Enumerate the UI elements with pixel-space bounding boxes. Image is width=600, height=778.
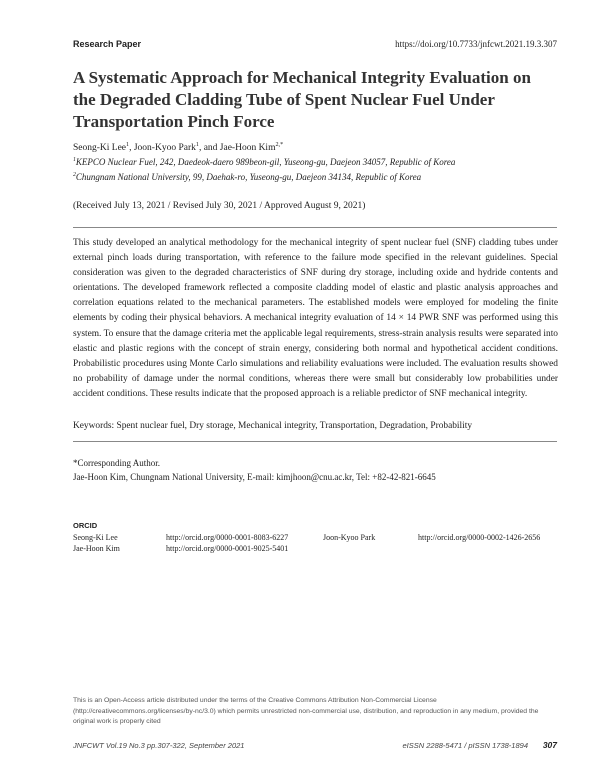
author-separator: , (129, 143, 134, 154)
author-affiliation-mark: 2,* (275, 142, 284, 148)
author-affiliation-mark: 1 (126, 142, 130, 148)
author-separator: , and (198, 143, 220, 154)
orcid-link[interactable]: http://orcid.org/0000-0001-9025-5401 (166, 544, 289, 553)
author-name: Jae-Hoon Kim (219, 143, 276, 154)
page-number: 307 (542, 740, 557, 750)
corresponding-author-info: Jae-Hoon Kim, Chungnam National University, E-mail: kimjhoon@cnu.ac.kr, Tel: +82-42-821-6645 (73, 472, 436, 482)
corresponding-author-label: *Corresponding Author. (73, 458, 160, 468)
orcid-heading: ORCID (73, 521, 98, 530)
author-name: Seong-Ki Lee (73, 143, 127, 154)
affiliation-text: Chungnam National University, 99, Daehak-ro, Yuseong-gu, Daejeon 34134, Republic of Korea (75, 172, 422, 182)
orcid-link[interactable]: http://orcid.org/0000-0002-1426-2656 (418, 533, 541, 542)
affiliation (73, 157, 455, 167)
author-list (73, 142, 283, 153)
affiliation (73, 172, 421, 182)
paper-title: A Systematic Approach for Mechanical Integrity Evaluation on the Degraded Cladding Tube of Spent Nuclear Fuel Under Transportation Pinch Force (73, 68, 531, 131)
orcid-link[interactable]: http://orcid.org/0000-0001-8083-6227 (166, 533, 289, 542)
keywords: Keywords: Spent nuclear fuel, Dry storage, Mechanical integrity, Transportation, Degradation, Probability (73, 421, 473, 431)
document-type-label: Research Paper (73, 39, 142, 49)
affiliation-mark: 2 (73, 172, 76, 178)
author-name: Joon-Kyoo Park (133, 143, 196, 154)
affiliation-text: KEPCO Nuclear Fuel, 242, Daedeok-daero 989beon-gil, Yuseong-gu, Daejeon 34057, Republic of Korea (75, 157, 456, 167)
author-affiliation-mark: 1 (195, 142, 199, 148)
abstract: This study developed an analytical methodology for the mechanical integrity of spent nuclear fuel (SNF) cladding tubes under external pinch loads during transportation, with reference to the failure mode specified in the relevant guidelines. Special consideration was given to the degraded characteristics of SNF during dry storage, including oxide and hydride contents and orientations. The developed framework reflected a composite cladding model of elastic and plastic analysis approaches and correlation equations related to the mechanical parameters. The established models were employed for modeling the finite elements by coding their physical behaviors. A mechanical integrity evaluation of 14 × 14 PWR SNF was performed using this system. To ensure that the damage criteria met the applicable legal requirements, stress-strain analysis results were separated into elastic and plastic regions with the concept of strain energy, considering both normal and hypothetical accident conditions. Probabilistic procedures using Monte Carlo simulations and reliability evaluations were included. The evaluation results showed no probability of damage under the normal conditions, whereas there were small but considerably low probabilities under accident conditions. These results indicate that the proposed approach is a reliable predictor of SNF mechanical integrity. (73, 238, 558, 399)
license-footnote: This is an Open-Access article distributed under the terms of the Creative Commons Attribution Non-Commercial License (http://creativecommons.org/licenses/by-nc/3.0) which permits unrestricted non-commercial use, distribution, and reproduction in any medium, provided the original work is properly cited (73, 697, 539, 725)
affiliation-mark: 1 (73, 157, 76, 163)
divider (73, 227, 557, 228)
orcid-author-name: Seong-Ki Lee (73, 533, 118, 542)
journal-citation: JNFCWT Vol.19 No.3 pp.307-322, September 2021 (73, 741, 245, 750)
orcid-author-name: Jae-Hoon Kim (73, 544, 120, 553)
submission-dates: (Received July 13, 2021 / Revised July 30, 2021 / Approved August 9, 2021) (73, 201, 366, 211)
divider (73, 441, 557, 442)
doi-link[interactable]: https://doi.org/10.7733/jnfcwt.2021.19.3.307 (395, 39, 557, 49)
issn: eISSN 2288-5471 / pISSN 1738-1894 (402, 741, 528, 750)
orcid-author-name: Joon-Kyoo Park (323, 533, 376, 542)
